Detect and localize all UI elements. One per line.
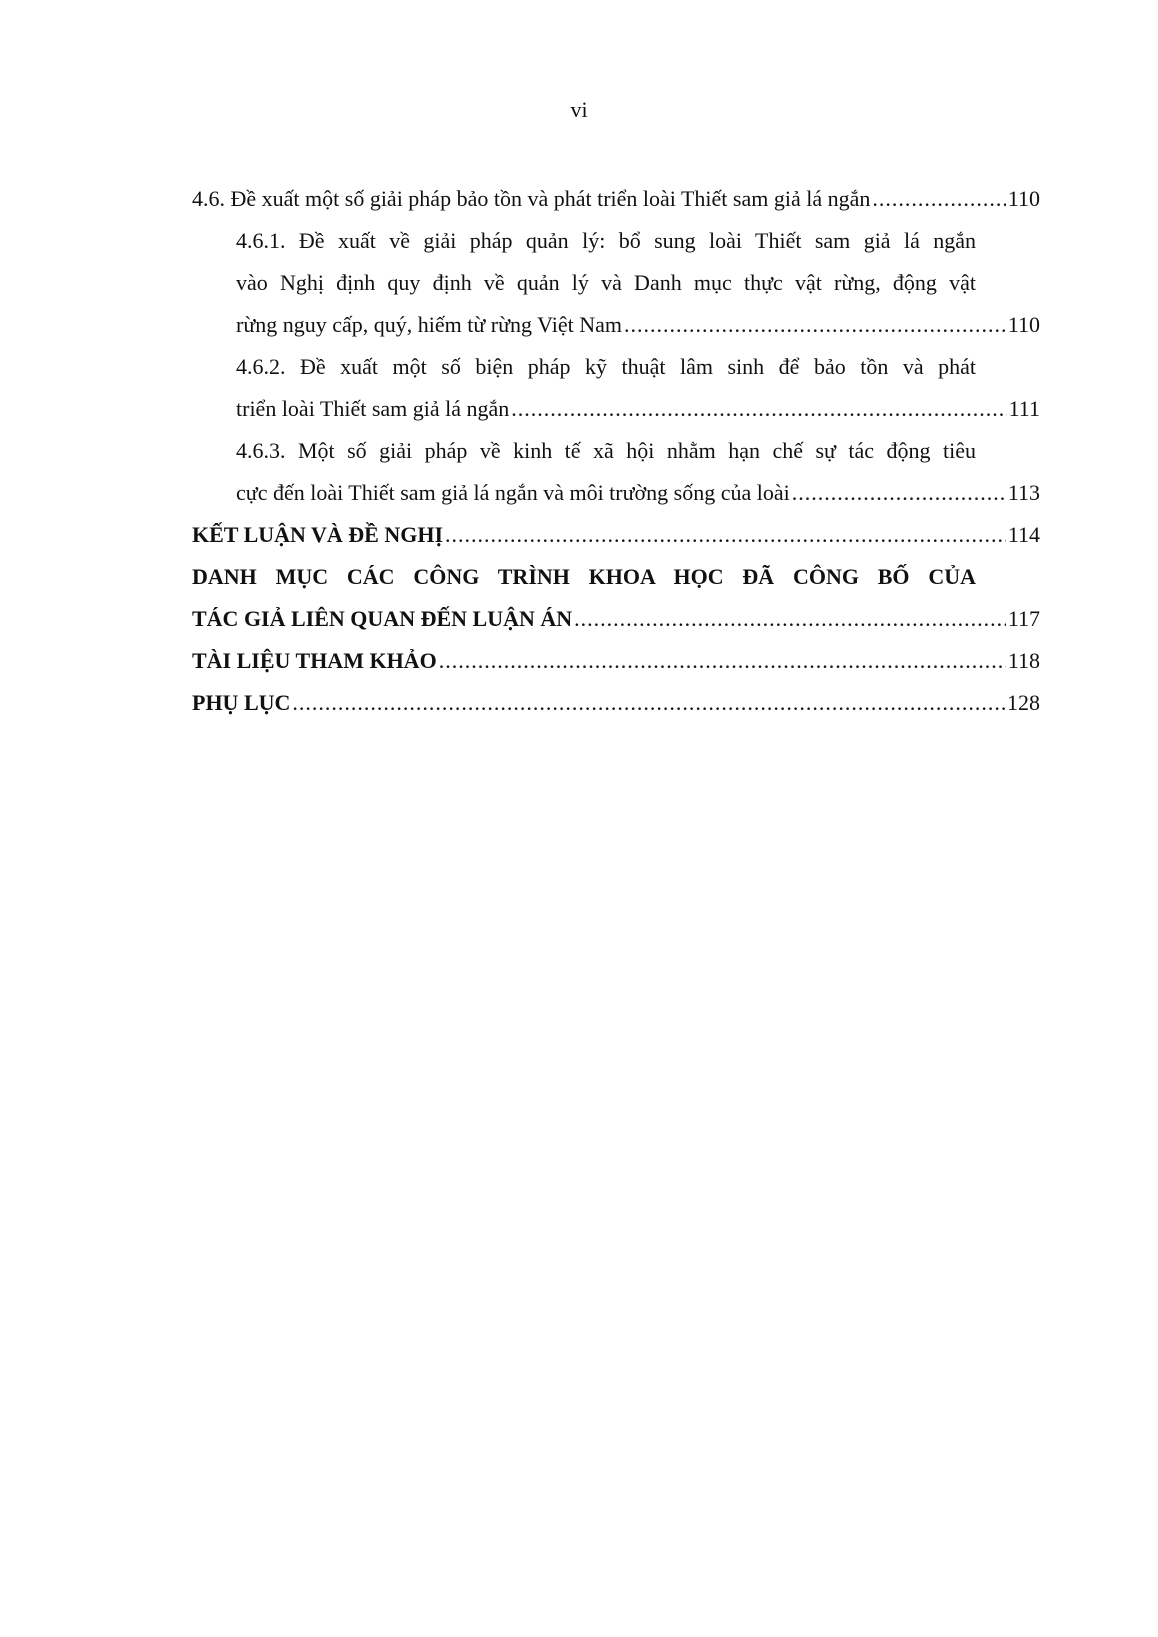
dot-leader: [872, 184, 1005, 214]
toc-entry-danh-muc-line1[interactable]: DANH MỤC CÁC CÔNG TRÌNH KHOA HỌC ĐÃ CÔNG BỐ CỦA: [192, 564, 976, 589]
toc-entry-title: rừng nguy cấp, quý, hiếm từ rừng Việt Nam: [236, 312, 622, 337]
toc-page-number: 128: [1007, 690, 1040, 715]
toc-entry-title: cực đến loài Thiết sam giả lá ngắn và môi trường sống của loài: [236, 480, 790, 505]
toc-entry-danh-muc-line2[interactable]: [192, 604, 1040, 634]
toc-entry-4-6-1-line2[interactable]: vào Nghị định quy định về quản lý và Danh mục thực vật rừng, động vật: [236, 270, 976, 295]
toc-entry-title: TÁC GIẢ LIÊN QUAN ĐẾN LUẬN ÁN: [192, 606, 573, 631]
toc-page-number: 111: [1008, 396, 1040, 421]
dot-leader: [511, 394, 1006, 424]
toc-page-number: 113: [1007, 480, 1040, 505]
toc-entry-4-6-1-line3[interactable]: [236, 310, 1040, 340]
toc-entry-title: PHỤ LỤC: [192, 690, 291, 715]
toc-entry-4-6-3-line2[interactable]: [236, 478, 1040, 508]
dot-leader: [792, 478, 1006, 508]
toc-page-number: 114: [1007, 522, 1040, 547]
toc-entry-title: KẾT LUẬN VÀ ĐỀ NGHỊ: [192, 522, 444, 547]
page-number: vi: [570, 97, 588, 122]
toc-entry-4-6-2-line1[interactable]: 4.6.2. Đề xuất một số biện pháp kỹ thuật lâm sinh để bảo tồn và phát: [236, 354, 976, 379]
toc-entry-4-6-3-line1[interactable]: 4.6.3. Một số giải pháp về kinh tế xã hội nhằm hạn chế sự tác động tiêu: [236, 438, 976, 463]
dot-leader: [292, 688, 1005, 718]
toc-page-number: 110: [1007, 312, 1040, 337]
dot-leader: [574, 604, 1006, 634]
toc-entry-title: TÀI LIỆU THAM KHẢO: [192, 648, 437, 673]
toc-entry-title: 4.6. Đề xuất một số giải pháp bảo tồn và phát triển loài Thiết sam giả lá ngắn: [192, 186, 871, 211]
toc-page-number: 110: [1007, 186, 1040, 211]
toc-entry-4-6-1-line1[interactable]: 4.6.1. Đề xuất về giải pháp quản lý: bổ sung loài Thiết sam giả lá ngắn: [236, 228, 976, 253]
toc-page-number: 118: [1007, 648, 1040, 673]
dot-leader: [624, 310, 1006, 340]
toc-entry-4-6[interactable]: [192, 184, 1040, 214]
toc-entry-ket-luan[interactable]: [192, 520, 1040, 550]
toc-entry-4-6-2-line2[interactable]: [236, 394, 1040, 424]
toc-entry-tai-lieu[interactable]: [192, 646, 1040, 676]
toc-page-number: 117: [1007, 606, 1040, 631]
dot-leader: [439, 646, 1006, 676]
toc-entry-title: triển loài Thiết sam giả lá ngắn: [236, 396, 510, 421]
toc-entry-phu-luc[interactable]: [192, 688, 1040, 718]
dot-leader: [445, 520, 1006, 550]
